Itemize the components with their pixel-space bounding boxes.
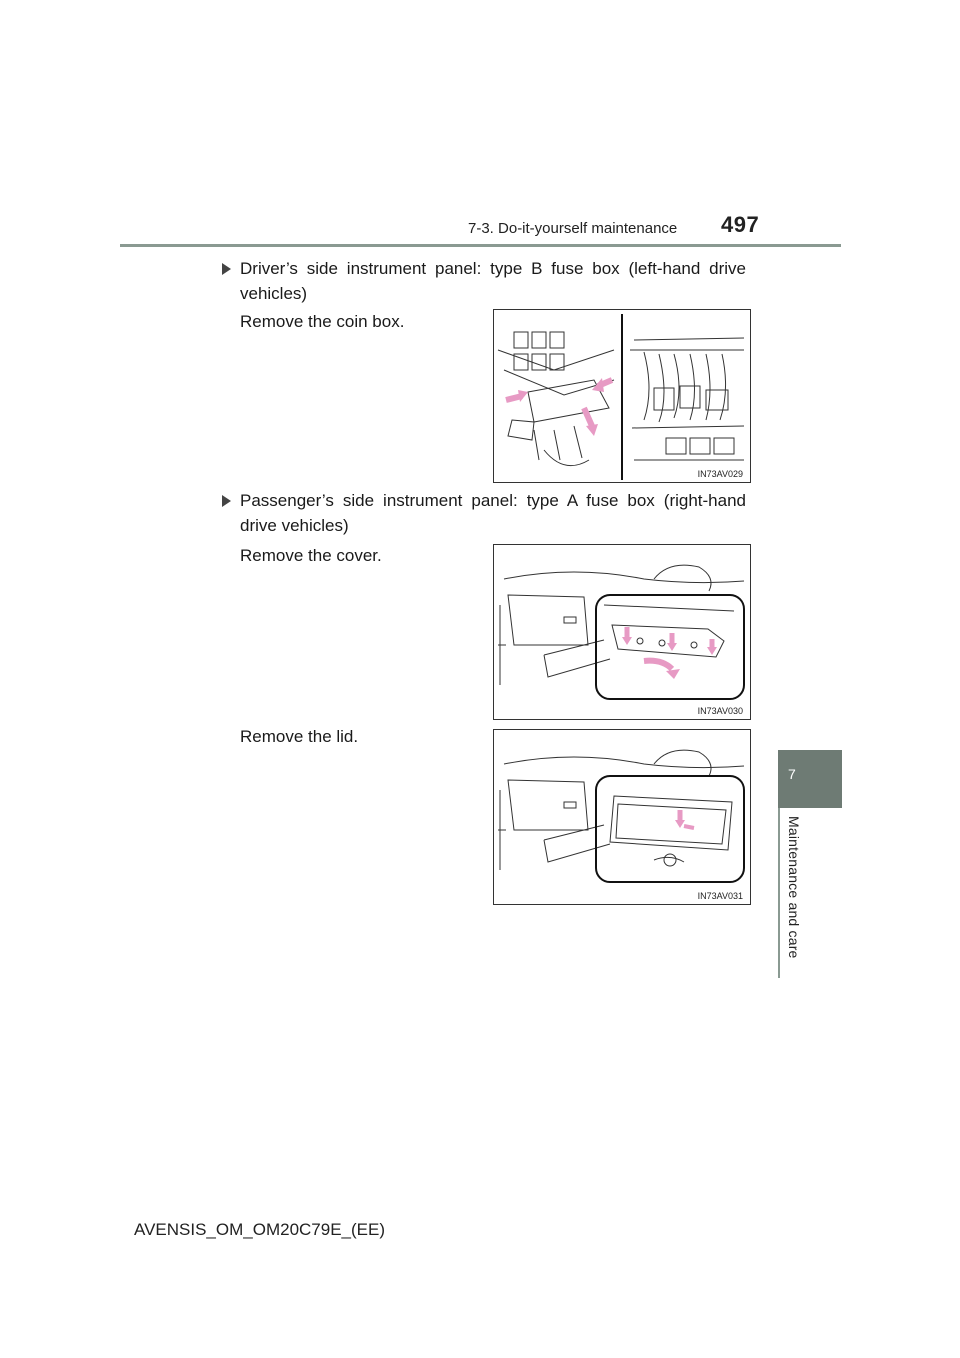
- figure-remove-lid: [493, 729, 751, 905]
- figure-remove-cover-illustration: [494, 545, 750, 719]
- step-remove-lid: Remove the lid.: [240, 727, 359, 746]
- chapter-tab-line: [778, 808, 780, 978]
- page-number: 497: [721, 212, 760, 237]
- step-remove-coin-box: Remove the coin box.: [240, 312, 405, 331]
- bullet-arrow-icon: [222, 263, 231, 275]
- figure-remove-cover: [493, 544, 751, 720]
- figure-code: IN73AV029: [697, 469, 743, 479]
- bullet-text: Driver’s side instrument panel: type B fuse box (left-hand drive vehicles): [240, 259, 746, 303]
- section-title: 7-3. Do-it-yourself maintenance: [468, 220, 678, 237]
- bullet-arrow-icon: [222, 495, 231, 507]
- bullet-driver-side: [218, 256, 746, 306]
- bullet-passenger-side: [218, 488, 746, 538]
- figure-coin-box-illustration: [494, 310, 750, 482]
- step-remove-cover: Remove the cover.: [240, 546, 382, 565]
- header-divider: [120, 244, 841, 247]
- figure-coin-box: [493, 309, 751, 483]
- bullet-text: Passenger’s side instrument panel: type A fuse box (right-hand drive vehicles): [240, 491, 746, 535]
- figure-code: IN73AV031: [697, 891, 743, 901]
- figure-remove-lid-illustration: [494, 730, 750, 904]
- figure-code: IN73AV030: [697, 706, 743, 716]
- chapter-title: Maintenance and care: [786, 816, 802, 959]
- chapter-number: 7: [788, 766, 796, 782]
- document-id: AVENSIS_OM_OM20C79E_(EE): [134, 1220, 385, 1239]
